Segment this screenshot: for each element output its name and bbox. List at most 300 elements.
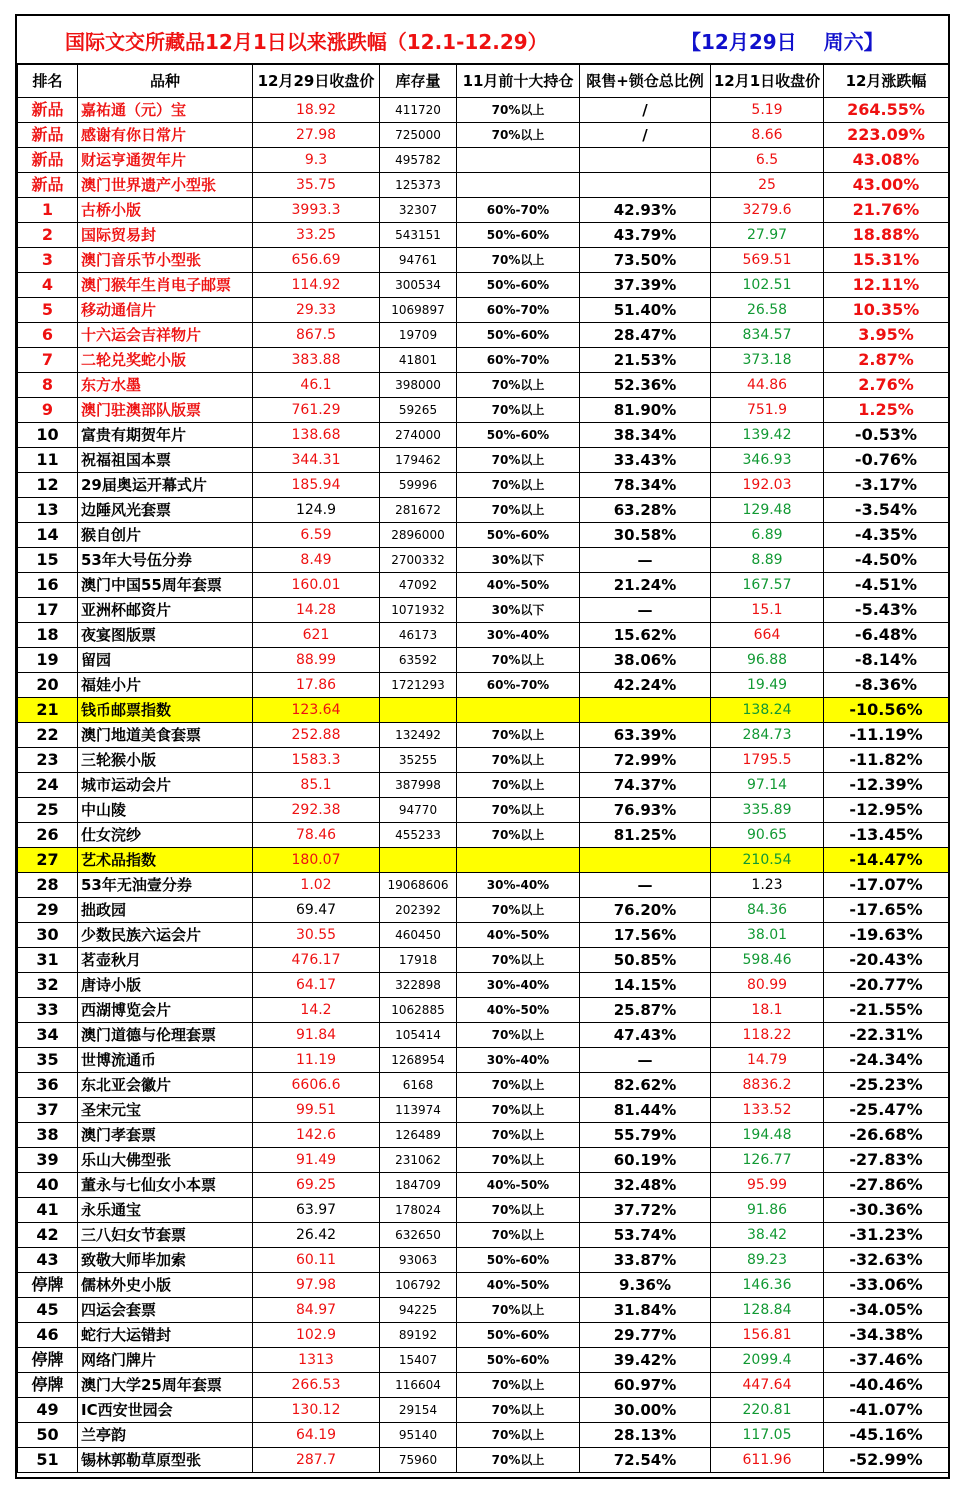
close-price-1229: 1583.3: [253, 748, 380, 773]
table-row: [18, 1048, 949, 1073]
top10-holding: 30%-40%: [457, 873, 580, 898]
lock-ratio: 82.62%: [580, 1073, 711, 1098]
stock-quantity: 113974: [380, 1098, 457, 1123]
table-header-row: [18, 65, 949, 98]
stock-quantity: 59996: [380, 473, 457, 498]
close-price-1201: 335.89: [711, 798, 824, 823]
lock-ratio: 17.56%: [580, 923, 711, 948]
stock-quantity: 19709: [380, 323, 457, 348]
table-row: [18, 1273, 949, 1298]
item-name: 城市运动会片: [78, 773, 253, 798]
close-price-1201: 80.99: [711, 973, 824, 998]
close-price-1229: 1.02: [253, 873, 380, 898]
lock-ratio: 9.36%: [580, 1273, 711, 1298]
close-price-1201: 138.24: [711, 698, 824, 723]
item-name: 祝福祖国本票: [78, 448, 253, 473]
rank-cell: 2: [18, 223, 78, 248]
table-body: [18, 98, 949, 1473]
close-price-1201: 25: [711, 173, 824, 198]
report-date: 【12月29日 周六】: [681, 30, 884, 54]
lock-ratio: 38.34%: [580, 423, 711, 448]
item-name: 边陲风光套票: [78, 498, 253, 523]
close-price-1201: 284.73: [711, 723, 824, 748]
close-price-1229: 18.92: [253, 98, 380, 123]
top10-holding: 40%-50%: [457, 573, 580, 598]
stock-quantity: 89192: [380, 1323, 457, 1348]
rank-cell: 25: [18, 798, 78, 823]
lock-ratio: 21.53%: [580, 348, 711, 373]
rank-cell: 32: [18, 973, 78, 998]
top10-holding: 40%-50%: [457, 1173, 580, 1198]
item-name: 二轮兑奖蛇小版: [78, 348, 253, 373]
top10-holding: 50%-60%: [457, 1248, 580, 1273]
close-price-1201: 220.81: [711, 1398, 824, 1423]
rank-cell: 31: [18, 948, 78, 973]
december-change: -10.56%: [824, 698, 949, 723]
item-name: 亚洲杯邮资片: [78, 598, 253, 623]
table-row: [18, 498, 949, 523]
table-row: [18, 448, 949, 473]
close-price-1229: 64.17: [253, 973, 380, 998]
december-change: -24.34%: [824, 1048, 949, 1073]
stock-quantity: 46173: [380, 623, 457, 648]
top10-holding: 40%-50%: [457, 1273, 580, 1298]
close-price-1229: 138.68: [253, 423, 380, 448]
stock-quantity: 322898: [380, 973, 457, 998]
item-name: 澳门猴年生肖电子邮票: [78, 273, 253, 298]
december-change: -31.23%: [824, 1223, 949, 1248]
item-name: 猴自创片: [78, 523, 253, 548]
top10-holding: 50%-60%: [457, 223, 580, 248]
december-change: -17.07%: [824, 873, 949, 898]
rank-cell: 停牌: [18, 1373, 78, 1398]
lock-ratio: 76.93%: [580, 798, 711, 823]
lock-ratio: /: [580, 98, 711, 123]
december-change: 43.08%: [824, 148, 949, 173]
header-holdings: 11月前十大持仓: [457, 65, 580, 98]
close-price-1229: 656.69: [253, 248, 380, 273]
stock-quantity: 1721293: [380, 673, 457, 698]
stock-quantity: [380, 848, 457, 873]
item-name: 53年大号伍分券: [78, 548, 253, 573]
lock-ratio: 30.58%: [580, 523, 711, 548]
stock-quantity: 63592: [380, 648, 457, 673]
rank-cell: 20: [18, 673, 78, 698]
close-price-1201: 146.36: [711, 1273, 824, 1298]
stock-quantity: 29154: [380, 1398, 457, 1423]
top10-holding: 70%以上: [457, 648, 580, 673]
item-name: 蛇行大运错封: [78, 1323, 253, 1348]
item-name: 中山陵: [78, 798, 253, 823]
top10-holding: 70%以上: [457, 748, 580, 773]
close-price-1229: 114.92: [253, 273, 380, 298]
close-price-1201: 598.46: [711, 948, 824, 973]
lock-ratio: 63.39%: [580, 723, 711, 748]
stock-quantity: 543151: [380, 223, 457, 248]
close-price-1201: 27.97: [711, 223, 824, 248]
december-change: -8.14%: [824, 648, 949, 673]
rank-cell: 18: [18, 623, 78, 648]
close-price-1229: 46.1: [253, 373, 380, 398]
rank-cell: 21: [18, 698, 78, 723]
item-name: 四运会套票: [78, 1298, 253, 1323]
close-price-1229: 185.94: [253, 473, 380, 498]
december-change: -21.55%: [824, 998, 949, 1023]
lock-ratio: 78.34%: [580, 473, 711, 498]
stock-quantity: 495782: [380, 148, 457, 173]
close-price-1229: 91.49: [253, 1148, 380, 1173]
rank-cell: 42: [18, 1223, 78, 1248]
stock-quantity: 41801: [380, 348, 457, 373]
december-change: -32.63%: [824, 1248, 949, 1273]
item-name: 锡林郭勒草原型张: [78, 1448, 253, 1473]
table-row: [18, 1148, 949, 1173]
stock-quantity: 1069897: [380, 298, 457, 323]
stock-quantity: 184709: [380, 1173, 457, 1198]
close-price-1229: 867.5: [253, 323, 380, 348]
close-price-1229: 344.31: [253, 448, 380, 473]
close-price-1229: 14.28: [253, 598, 380, 623]
close-price-1229: 180.07: [253, 848, 380, 873]
close-price-1229: 9.3: [253, 148, 380, 173]
december-change: -41.07%: [824, 1398, 949, 1423]
close-price-1229: 64.19: [253, 1423, 380, 1448]
top10-holding: 30%-40%: [457, 973, 580, 998]
december-change: -33.06%: [824, 1273, 949, 1298]
lock-ratio: 42.93%: [580, 198, 711, 223]
rank-cell: 12: [18, 473, 78, 498]
lock-ratio: 81.44%: [580, 1098, 711, 1123]
close-price-1229: 26.42: [253, 1223, 380, 1248]
close-price-1229: 124.9: [253, 498, 380, 523]
top10-holding: 70%以上: [457, 1398, 580, 1423]
item-name: 澳门世界遗产小型张: [78, 173, 253, 198]
item-name: 网络门牌片: [78, 1348, 253, 1373]
rank-cell: 28: [18, 873, 78, 898]
rank-cell: 9: [18, 398, 78, 423]
top10-holding: [457, 173, 580, 198]
table-row: [18, 1198, 949, 1223]
stock-quantity: 95140: [380, 1423, 457, 1448]
item-name: 少数民族六运会片: [78, 923, 253, 948]
top10-holding: 70%以上: [457, 98, 580, 123]
top10-holding: 70%以上: [457, 1298, 580, 1323]
header-name: 品种: [78, 65, 253, 98]
rank-cell: 14: [18, 523, 78, 548]
december-change: -12.95%: [824, 798, 949, 823]
rank-cell: 新品: [18, 98, 78, 123]
stock-quantity: 1071932: [380, 598, 457, 623]
header-rank: 排名: [18, 65, 78, 98]
item-name: 儒林外史小版: [78, 1273, 253, 1298]
stock-quantity: 126489: [380, 1123, 457, 1148]
table-row: [18, 373, 949, 398]
item-name: 嘉祐通（元）宝: [78, 98, 253, 123]
close-price-1201: 1.23: [711, 873, 824, 898]
table-row: [18, 1098, 949, 1123]
table-row: [18, 223, 949, 248]
lock-ratio: [580, 698, 711, 723]
stock-quantity: 281672: [380, 498, 457, 523]
report-frame: [15, 14, 950, 1479]
lock-ratio: 38.06%: [580, 648, 711, 673]
close-price-1201: 15.1: [711, 598, 824, 623]
table-row: [18, 523, 949, 548]
close-price-1201: 6.89: [711, 523, 824, 548]
lock-ratio: 55.79%: [580, 1123, 711, 1148]
close-price-1201: 5.19: [711, 98, 824, 123]
table-row: [18, 848, 949, 873]
close-price-1201: 19.49: [711, 673, 824, 698]
top10-holding: 30%-40%: [457, 623, 580, 648]
lock-ratio: [580, 173, 711, 198]
lock-ratio: 28.13%: [580, 1423, 711, 1448]
december-change: -4.35%: [824, 523, 949, 548]
rank-cell: 新品: [18, 123, 78, 148]
rank-cell: 停牌: [18, 1273, 78, 1298]
top10-holding: 70%以上: [457, 798, 580, 823]
top10-holding: 50%-60%: [457, 273, 580, 298]
item-name: 古桥小版: [78, 198, 253, 223]
rank-cell: 39: [18, 1148, 78, 1173]
close-price-1201: 569.51: [711, 248, 824, 273]
lock-ratio: 50.85%: [580, 948, 711, 973]
item-name: 澳门孝套票: [78, 1123, 253, 1148]
table-row: [18, 1173, 949, 1198]
top10-holding: 70%以上: [457, 1023, 580, 1048]
table-row: [18, 1248, 949, 1273]
table-row: [18, 348, 949, 373]
lock-ratio: 60.19%: [580, 1148, 711, 1173]
table-row: [18, 1348, 949, 1373]
stock-quantity: 460450: [380, 923, 457, 948]
december-change: 12.11%: [824, 273, 949, 298]
rank-cell: 43: [18, 1248, 78, 1273]
top10-holding: 60%-70%: [457, 673, 580, 698]
rank-cell: 37: [18, 1098, 78, 1123]
rank-cell: 49: [18, 1398, 78, 1423]
header-close-1201: 12月1日收盘价: [711, 65, 824, 98]
rank-cell: 8: [18, 373, 78, 398]
lock-ratio: /: [580, 123, 711, 148]
lock-ratio: 52.36%: [580, 373, 711, 398]
close-price-1229: 130.12: [253, 1398, 380, 1423]
rank-cell: 13: [18, 498, 78, 523]
december-change: 21.76%: [824, 198, 949, 223]
item-name: 澳门中国55周年套票: [78, 573, 253, 598]
december-change: 15.31%: [824, 248, 949, 273]
lock-ratio: 81.25%: [580, 823, 711, 848]
top10-holding: 50%-60%: [457, 1348, 580, 1373]
december-change: -25.47%: [824, 1098, 949, 1123]
december-change: -27.83%: [824, 1148, 949, 1173]
stock-quantity: 2700332: [380, 548, 457, 573]
item-name: 仕女浣纱: [78, 823, 253, 848]
stock-quantity: 93063: [380, 1248, 457, 1273]
december-change: -3.17%: [824, 473, 949, 498]
close-price-1229: 292.38: [253, 798, 380, 823]
table-row: [18, 573, 949, 598]
table-row: [18, 148, 949, 173]
rank-cell: 19: [18, 648, 78, 673]
item-name: 十六运会吉祥物片: [78, 323, 253, 348]
lock-ratio: 42.24%: [580, 673, 711, 698]
close-price-1201: 834.57: [711, 323, 824, 348]
december-change: -37.46%: [824, 1348, 949, 1373]
table-row: [18, 723, 949, 748]
close-price-1229: 69.25: [253, 1173, 380, 1198]
december-change: 43.00%: [824, 173, 949, 198]
december-change: -52.99%: [824, 1448, 949, 1473]
lock-ratio: 33.87%: [580, 1248, 711, 1273]
stock-quantity: 387998: [380, 773, 457, 798]
rank-cell: 26: [18, 823, 78, 848]
lock-ratio: 60.97%: [580, 1373, 711, 1398]
lock-ratio: 29.77%: [580, 1323, 711, 1348]
close-price-1201: 156.81: [711, 1323, 824, 1348]
close-price-1201: 192.03: [711, 473, 824, 498]
december-change: -4.50%: [824, 548, 949, 573]
close-price-1201: 611.96: [711, 1448, 824, 1473]
rank-cell: 22: [18, 723, 78, 748]
rank-cell: 停牌: [18, 1348, 78, 1373]
table-row: [18, 1123, 949, 1148]
stock-quantity: 75960: [380, 1448, 457, 1473]
report-title: 国际文交所藏品12月1日以来涨跌幅（12.1-12.29）: [65, 30, 548, 54]
stock-quantity: 455233: [380, 823, 457, 848]
lock-ratio: 47.43%: [580, 1023, 711, 1048]
december-change: -17.65%: [824, 898, 949, 923]
top10-holding: 50%-60%: [457, 1323, 580, 1348]
table-row: [18, 673, 949, 698]
header-change: 12月涨跌幅: [824, 65, 949, 98]
lock-ratio: —: [580, 1048, 711, 1073]
table-row: [18, 598, 949, 623]
table-row: [18, 1398, 949, 1423]
rank-cell: 23: [18, 748, 78, 773]
december-change: 264.55%: [824, 98, 949, 123]
item-name: 国际贸易封: [78, 223, 253, 248]
lock-ratio: —: [580, 548, 711, 573]
top10-holding: 30%以下: [457, 598, 580, 623]
rank-cell: 5: [18, 298, 78, 323]
item-name: IC西安世园会: [78, 1398, 253, 1423]
top10-holding: 70%以上: [457, 498, 580, 523]
close-price-1229: 6606.6: [253, 1073, 380, 1098]
close-price-1201: 2099.4: [711, 1348, 824, 1373]
december-change: -0.76%: [824, 448, 949, 473]
close-price-1229: 8.49: [253, 548, 380, 573]
december-change: -45.16%: [824, 1423, 949, 1448]
item-name: 西湖博览会片: [78, 998, 253, 1023]
item-name: 艺术品指数: [78, 848, 253, 873]
december-change: -19.63%: [824, 923, 949, 948]
item-name: 澳门道德与伦理套票: [78, 1023, 253, 1048]
close-price-1201: 139.42: [711, 423, 824, 448]
header-stock: 库存量: [380, 65, 457, 98]
table-row: [18, 973, 949, 998]
stock-quantity: 411720: [380, 98, 457, 123]
december-change: -4.51%: [824, 573, 949, 598]
item-name: 钱币邮票指数: [78, 698, 253, 723]
item-name: 53年无油壹分券: [78, 873, 253, 898]
december-change: -5.43%: [824, 598, 949, 623]
table-row: [18, 473, 949, 498]
close-price-1201: 126.77: [711, 1148, 824, 1173]
top10-holding: 70%以上: [457, 248, 580, 273]
item-name: 致敬大师毕加索: [78, 1248, 253, 1273]
rank-cell: 27: [18, 848, 78, 873]
table-row: [18, 898, 949, 923]
stock-quantity: 19068606: [380, 873, 457, 898]
close-price-1229: 30.55: [253, 923, 380, 948]
december-change: -30.36%: [824, 1198, 949, 1223]
close-price-1229: 33.25: [253, 223, 380, 248]
close-price-1229: 35.75: [253, 173, 380, 198]
close-price-1229: 60.11: [253, 1248, 380, 1273]
rank-cell: 30: [18, 923, 78, 948]
close-price-1229: 11.19: [253, 1048, 380, 1073]
december-change: -12.39%: [824, 773, 949, 798]
top10-holding: 70%以上: [457, 1223, 580, 1248]
table-row: [18, 798, 949, 823]
close-price-1229: 621: [253, 623, 380, 648]
table-row: [18, 998, 949, 1023]
lock-ratio: 51.40%: [580, 298, 711, 323]
table-row: [18, 1223, 949, 1248]
lock-ratio: 81.90%: [580, 398, 711, 423]
close-price-1201: 346.93: [711, 448, 824, 473]
rank-cell: 3: [18, 248, 78, 273]
item-name: 移动通信片: [78, 298, 253, 323]
lock-ratio: 74.37%: [580, 773, 711, 798]
lock-ratio: [580, 848, 711, 873]
rank-cell: 51: [18, 1448, 78, 1473]
close-price-1201: 8836.2: [711, 1073, 824, 1098]
lock-ratio: 73.50%: [580, 248, 711, 273]
close-price-1229: 14.2: [253, 998, 380, 1023]
close-price-1229: 761.29: [253, 398, 380, 423]
close-price-1229: 1313: [253, 1348, 380, 1373]
close-price-1201: 751.9: [711, 398, 824, 423]
close-price-1229: 17.86: [253, 673, 380, 698]
rank-cell: 29: [18, 898, 78, 923]
close-price-1201: 89.23: [711, 1248, 824, 1273]
close-price-1201: 8.89: [711, 548, 824, 573]
table-row: [18, 273, 949, 298]
december-change: -20.43%: [824, 948, 949, 973]
top10-holding: 70%以上: [457, 1073, 580, 1098]
rank-cell: 50: [18, 1423, 78, 1448]
rank-cell: 41: [18, 1198, 78, 1223]
close-price-1201: 167.57: [711, 573, 824, 598]
stock-quantity: 398000: [380, 373, 457, 398]
item-name: 拙政园: [78, 898, 253, 923]
stock-quantity: 35255: [380, 748, 457, 773]
top10-holding: 70%以上: [457, 1423, 580, 1448]
close-price-1201: 18.1: [711, 998, 824, 1023]
close-price-1229: 29.33: [253, 298, 380, 323]
rank-cell: 4: [18, 273, 78, 298]
stock-quantity: 1062885: [380, 998, 457, 1023]
top10-holding: 70%以上: [457, 1098, 580, 1123]
close-price-1229: 3993.3: [253, 198, 380, 223]
item-name: 三轮猴小版: [78, 748, 253, 773]
stock-quantity: 6168: [380, 1073, 457, 1098]
top10-holding: 60%-70%: [457, 298, 580, 323]
close-price-1229: 266.53: [253, 1373, 380, 1398]
close-price-1201: 26.58: [711, 298, 824, 323]
